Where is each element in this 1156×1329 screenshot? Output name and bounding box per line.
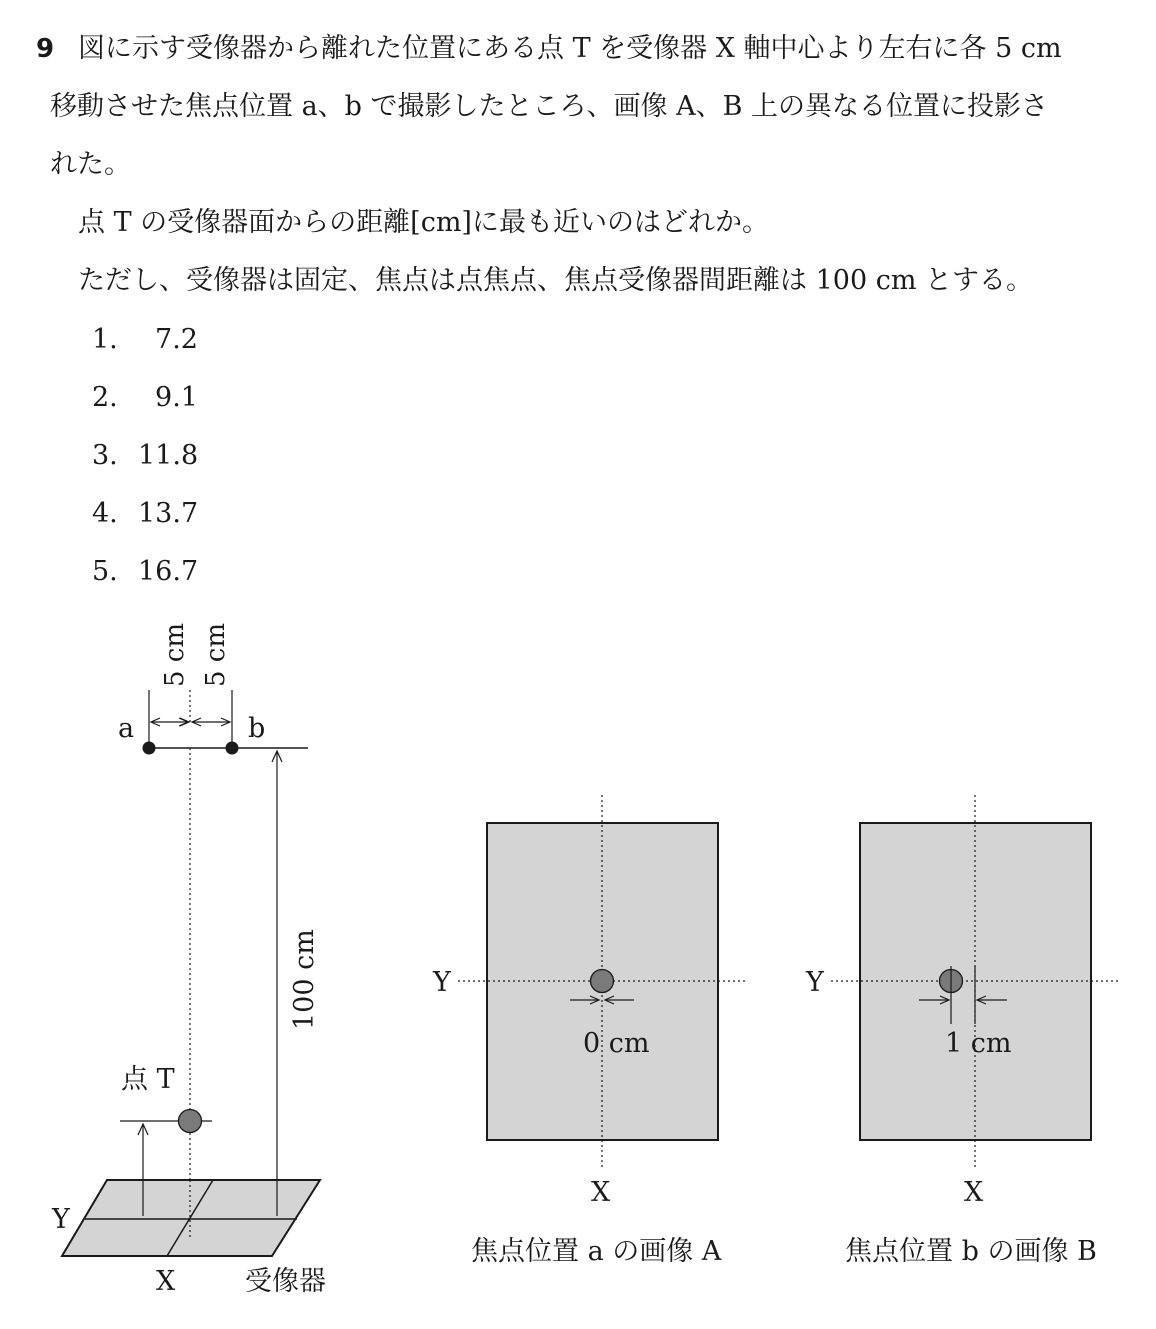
question-number: 9 — [36, 34, 55, 64]
dim-label-5cm-b: 5 cm — [201, 622, 231, 687]
choice-number: 5. — [92, 556, 118, 587]
focus-b-dot — [226, 742, 239, 755]
point-t-label: 点 T — [121, 1064, 175, 1095]
choice-value: 7.2 — [155, 324, 198, 355]
question-text-1: 図に示す受像器から離れた位置にある点 T を受像器 X 軸中心より左右に各 5 cm — [78, 33, 1062, 64]
image-a-x-label: X — [591, 1177, 611, 1208]
choice-value: 11.8 — [138, 440, 199, 471]
image-b-caption: 焦点位置 b の画像 B — [845, 1236, 1097, 1267]
choice-number: 3. — [92, 440, 118, 471]
question-text-2: 移動させた焦点位置 a、b で撮影したところ、画像 A、B 上の異なる位置に投影さ — [50, 91, 1049, 122]
focus-a-label: a — [118, 713, 135, 744]
image-b-y-label: Y — [806, 967, 824, 998]
dim-label-100cm: 100 cm — [289, 929, 320, 1030]
left-geometry — [120, 690, 308, 1255]
image-b-panel — [831, 795, 1120, 1168]
image-a-offset-label: 0 cm — [583, 1028, 650, 1059]
question-text-4: 点 T の受像器面からの距離[cm]に最も近いのはどれか。 — [78, 207, 769, 238]
image-a-panel — [458, 795, 748, 1168]
receptor-x-label: X — [156, 1266, 176, 1297]
question-text-5: ただし、受像器は固定、焦点は点焦点、焦点受像器間距離は 100 cm とする。 — [78, 265, 1034, 296]
focus-a-dot — [143, 742, 156, 755]
image-a-y-label: Y — [433, 967, 451, 998]
point-t-dot — [179, 1110, 202, 1133]
image-a-caption: 焦点位置 a の画像 A — [471, 1236, 722, 1267]
image-b-offset-label: 1 cm — [945, 1028, 1012, 1059]
image-a-point — [591, 970, 614, 993]
dim-label-5cm-a: 5 cm — [160, 622, 190, 687]
choice-number: 1. — [92, 324, 118, 355]
image-b-x-label: X — [964, 1177, 984, 1208]
choice-number: 2. — [92, 382, 118, 413]
receptor-plate — [62, 1180, 320, 1256]
receptor-y-label: Y — [52, 1204, 70, 1235]
choice-number: 4. — [92, 498, 118, 529]
question-text-3: れた。 — [50, 149, 131, 180]
choice-value: 9.1 — [155, 382, 198, 413]
choice-value: 16.7 — [138, 556, 199, 587]
receptor-label: 受像器 — [245, 1266, 326, 1297]
choice-value: 13.7 — [138, 498, 199, 529]
focus-b-label: b — [248, 713, 266, 744]
